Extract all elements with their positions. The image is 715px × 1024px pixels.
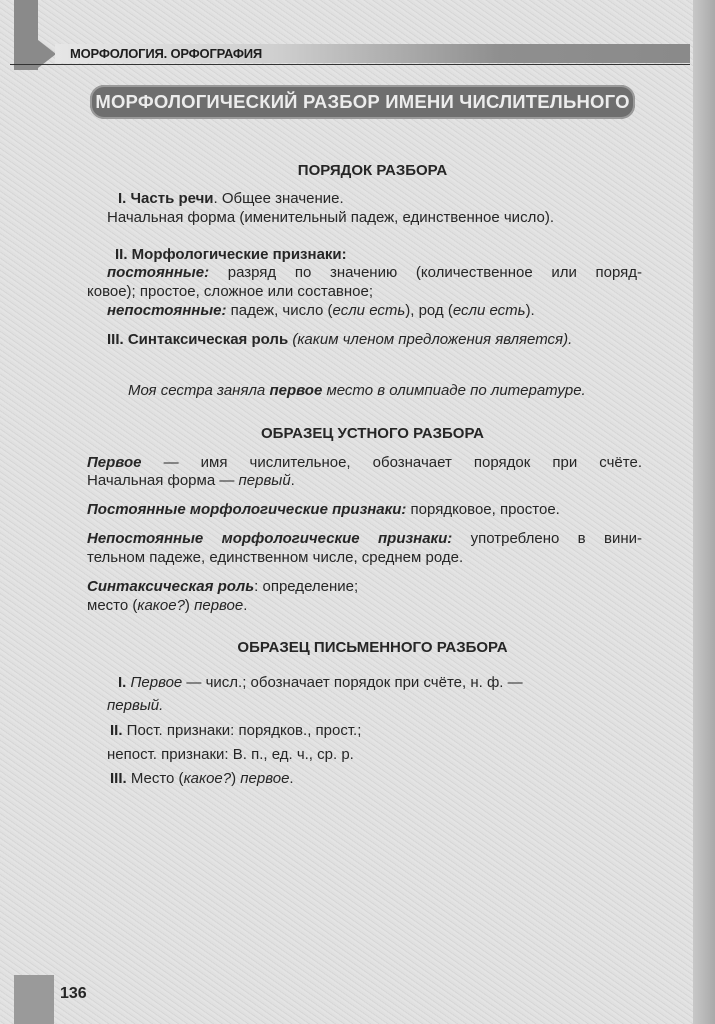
order-line-3: II. Морфологические признаки:: [115, 246, 347, 263]
oral-line-3: Постоянные морфологические признаки: порядковое, простое.: [87, 501, 560, 518]
order-line-2: Начальная форма (именительный падеж, единственное число).: [107, 209, 554, 226]
order-line-1: I. Часть речи. Общее значение.: [118, 190, 344, 207]
header-divider: [10, 64, 690, 65]
written-line-2: первый.: [107, 697, 164, 714]
page-corner-shade: [14, 975, 54, 1024]
oral-line-2: Начальная форма — первый.: [87, 472, 295, 489]
written-line-1: I. Первое — числ.; обозначает порядок при счёте, н. ф. —: [118, 674, 523, 691]
page-title: МОРФОЛОГИЧЕСКИЙ РАЗБОР ИМЕНИ ЧИСЛИТЕЛЬНОГО: [95, 91, 630, 112]
order-line-6: непостоянные: падеж, число (если есть), род (если есть).: [107, 302, 535, 319]
oral-line-4: Непостоянные морфологические признаки: употреблено в вини-: [87, 530, 643, 547]
oral-line-1: Первое — имя числительное, обозначает порядок при счёте.: [87, 454, 642, 471]
example-sentence: Моя сестра заняла первое место в олимпиаде по литературе.: [128, 382, 586, 399]
oral-line-6: Синтаксическая роль: определение;: [87, 578, 359, 595]
page-title-banner: [90, 85, 635, 119]
section-heading-order: ПОРЯДОК РАЗБОРА: [297, 162, 448, 179]
running-header: МОРФОЛОГИЯ. ОРФОГРАФИЯ: [70, 46, 263, 61]
order-line-4: постоянные: разряд по значению (количественное или поряд-: [107, 264, 642, 281]
written-line-3: II. Пост. признаки: порядков., прост.;: [110, 722, 362, 739]
order-line-5: ковое); простое, сложное или составное;: [87, 283, 374, 300]
chapter-tab: [14, 0, 38, 70]
section-heading-written: ОБРАЗЕЦ ПИСЬМЕННОГО РАЗБОРА: [237, 639, 508, 656]
written-line-4: непост. признаки: В. п., ед. ч., ср. р.: [107, 746, 354, 763]
section-heading-oral: ОБРАЗЕЦ УСТНОГО РАЗБОРА: [261, 425, 484, 442]
written-line-5: III. Место (какое?) первое.: [110, 770, 294, 787]
page-number: 136: [60, 985, 87, 1002]
oral-line-7: место (какое?) первое.: [87, 597, 248, 614]
page-edge: [693, 0, 715, 1024]
order-line-7: III. Синтаксическая роль (каким членом предложения является).: [107, 331, 573, 348]
oral-line-5: тельном падеже, единственном числе, среднем роде.: [87, 549, 464, 566]
